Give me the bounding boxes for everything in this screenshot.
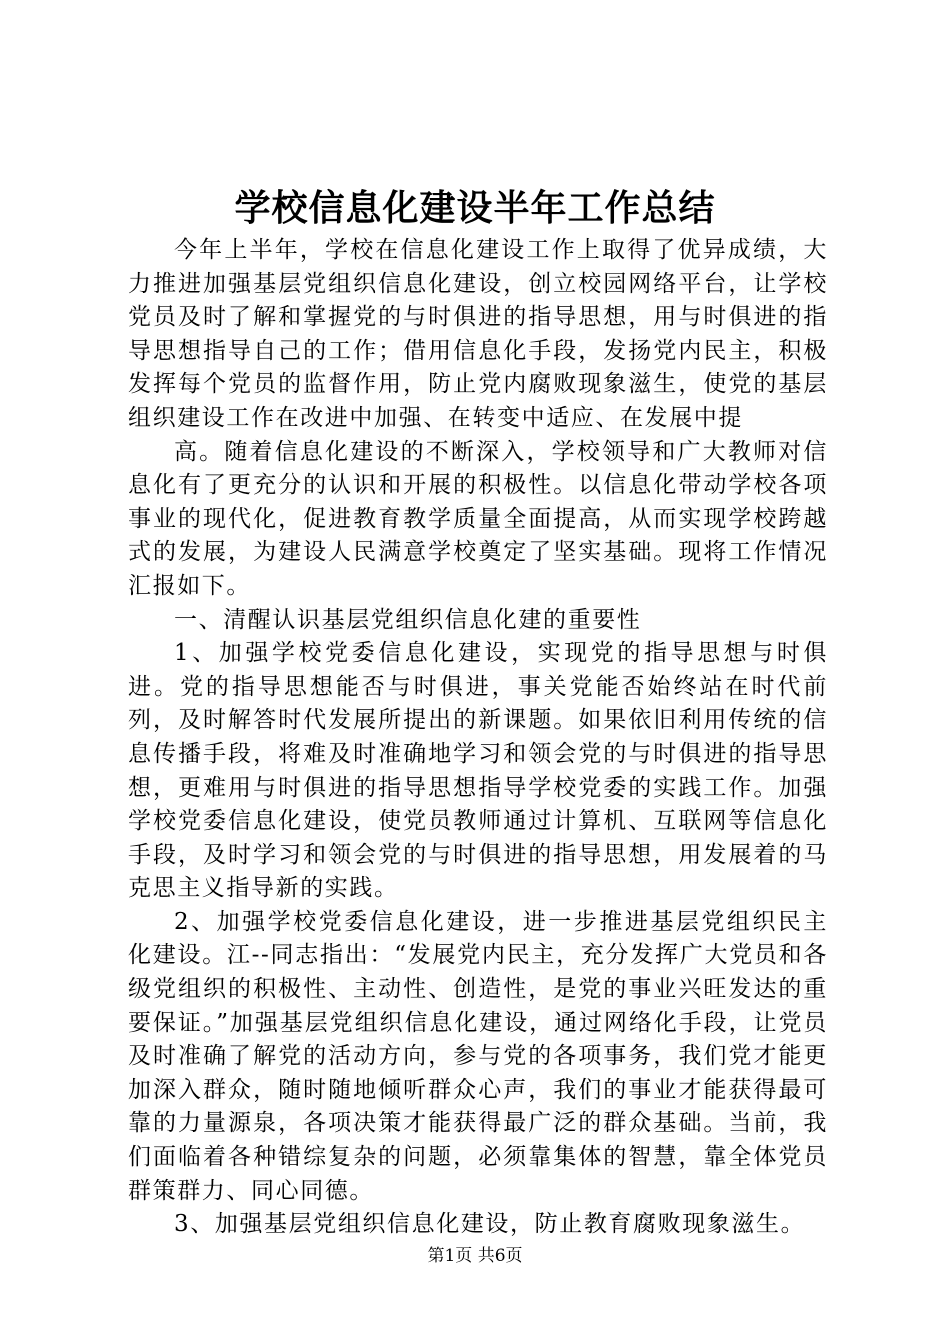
section-heading: 一、清醒认识基层党组织信息化建的重要性 [174,606,642,633]
paragraph-intro: 今年上半年，学校在信息化建设工作上取得了优异成绩，大力推进加强基层党组织信息化建设，创立校园网络平台，让学校党员及时了解和掌握党的与时俱进的指导思想，用与时俱进的指导思想指导自己的工作；借用信息化手段，发扬党内民主，积极发挥每个党员的监督作用，防止党内腐败现象滋生，使党的基层组织建设工作在改进中加强、在转变中适应、在发展中提 [128,237,828,431]
paragraph-point-1: 1、加强学校党委信息化建设，实现党的指导思想与时俱进。党的指导思想能否与时俱进，事关党能否始终站在时代前列，及时解答时代发展所提出的新课题。如果依旧利用传统的信息传播手段，将难及时准确地学习和领会党的与时俱进的指导思想，更难用与时俱进的指导思想指导学校党委的实践工作。加强学校党委信息化建设，使党员教师通过计算机、互联网等信息化手段，及时学习和领会党的与时俱进的指导思想，用发展着的马克思主义指导新的实践。 [128,640,828,902]
document-body [128,234,828,1242]
paragraph-point-2: 2、加强学校党委信息化建设，进一步推进基层党组织民主化建设。江--同志指出：“发展党内民主，充分发挥广大党员和各级党组织的积极性、主动性、创造性，是党的事业兴旺发达的重要保证。”加强基层党组织信息化建设，通过网络化手段，让党员及时准确了解党的活动方向，参与党的各项事务，我们党才能更加深入群众，随时随地倾听群众心声，我们的事业才能获得最可靠的力量源泉，各项决策才能获得最广泛的群众基础。当前，我们面临着各种错综复杂的问题，必须靠集体的智慧，靠全体党员群策群力、同心同德。 [128,908,828,1204]
document-title: 学校信息化建设半年工作总结 [234,187,716,229]
page-number-footer: 第1页 共6页 [427,1246,523,1266]
paragraph-point-3: 3、加强基层党组织信息化建设，防止教育腐败现象滋生。 [174,1211,806,1238]
paragraph-continuation: 高。随着信息化建设的不断深入，学校领导和广大教师对信息化有了更充分的认识和开展的积极性。以信息化带动学校各项事业的现代化，促进教育教学质量全面提高，从而实现学校跨越式的发展，为建设人民满意学校奠定了坚实基础。现将工作情况汇报如下。 [128,438,828,599]
